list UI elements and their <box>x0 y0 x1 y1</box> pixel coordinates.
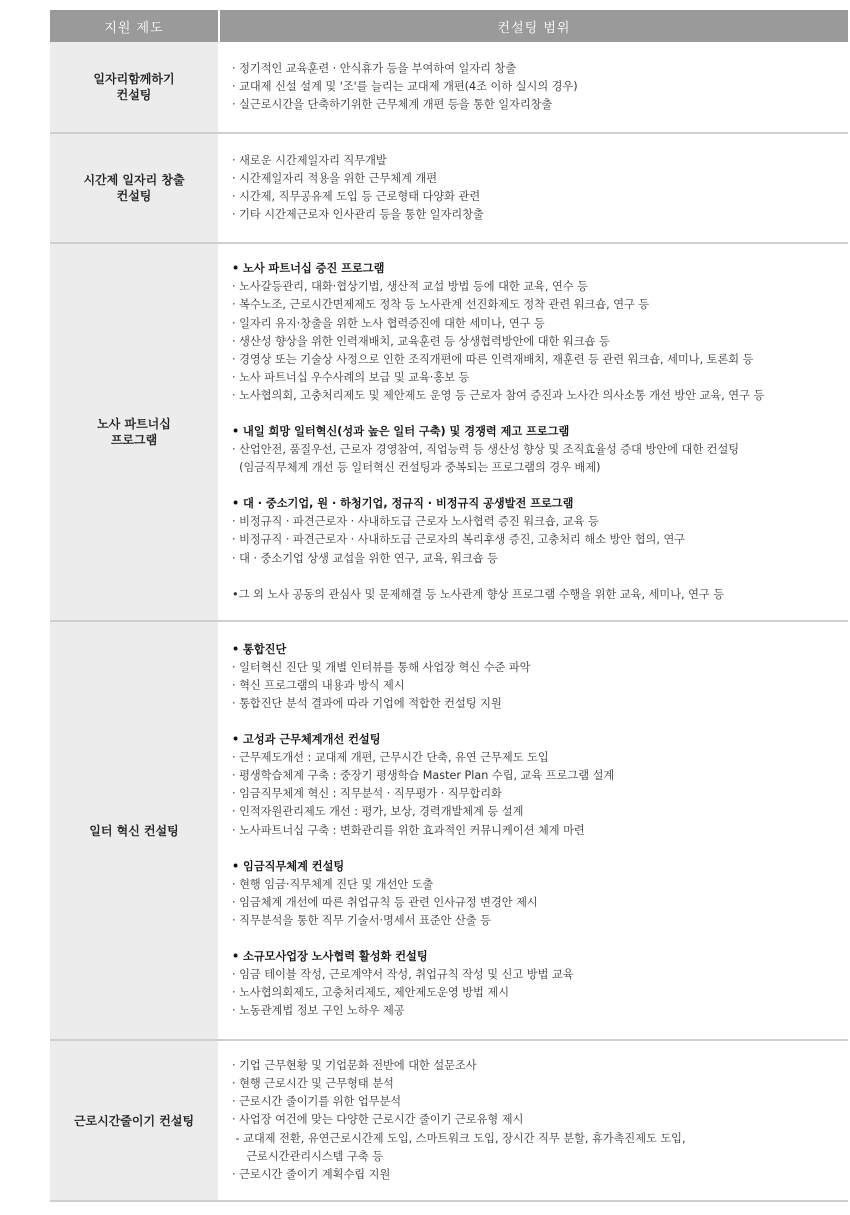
scope-item: · 임금직무체계 혁신 : 직무분석 · 직무평가 · 직무합리화 <box>232 787 502 801</box>
support-system-name: 일터 혁신 컨설팅 <box>50 621 219 1040</box>
scope-item: · 직무분석을 통한 직무 기술서·명세서 표준안 산출 등 <box>232 913 491 927</box>
support-system-name: 노사 파트너십 프로그램 <box>50 243 219 621</box>
scope-item: · 노사 파트너십 우수사례의 보급 및 교육·홍보 등 <box>232 370 470 384</box>
scope-item: · 임금 테이블 작성, 근로계약서 작성, 취업규칙 작성 및 신고 방법 교육 <box>232 968 574 982</box>
table-row <box>50 621 848 1040</box>
scope-item: · 노동관계법 정보 구인 노하우 제공 <box>232 1004 405 1018</box>
scope-group-title: • 내일 희망 일터혁신(성과 높은 일터 구축) 및 경쟁력 제고 프로그램 <box>232 425 570 438</box>
scope-item: · 노사갈등관리, 대화·협상기법, 생산적 교섭 방법 등에 대한 교육, 연수 등 <box>232 280 588 294</box>
scope-item: · 임금체계 개선에 따른 취업규칙 등 관련 인사규정 변경안 제시 <box>232 895 538 909</box>
scope-item: · 기타 시간제근로자 인사관리 등을 통한 일자리창출 <box>232 208 484 222</box>
scope-item: •그 외 노사 공동의 관심사 및 문제해결 등 노사관계 향상 프로그램 수행을 위한 교육, 세미나, 연구 등 <box>232 587 725 601</box>
scope-item: - 교대제 전환, 유연근로시간제 도입, 스마트워크 도입, 장시간 직무 분할, 휴가촉진제도 도입, <box>232 1131 686 1145</box>
scope-item: · 비정규직 · 파견근로자 · 사내하도급 근로자의 복리후생 증진, 고충처리 해소 방안 협의, 연구 <box>232 533 686 547</box>
support-system-name: 근로시간줄이기 컨설팅 <box>50 1040 219 1201</box>
scope-item: · 시간제, 직무공유제 도입 등 근로형태 다양화 관련 <box>232 190 481 203</box>
scope-item: · 실근로시간을 단축하기위한 근무체계 개편 등을 통한 일자리창출 <box>232 98 553 112</box>
scope-item: · 근무제도개선 : 교대제 개편, 근무시간 단축, 유연 근무제도 도입 <box>232 751 549 765</box>
scope-item: · 현행 임금·직무체계 진단 및 개선안 도출 <box>232 877 434 891</box>
scope-group-title: • 고성과 근무체계개선 컨설팅 <box>232 733 381 747</box>
scope-item: · 대 · 중소기업 상생 교섭을 위한 연구, 교육, 워크숍 등 <box>232 551 498 565</box>
scope-item: · 일터혁신 진단 및 개별 인터뷰를 통해 사업장 혁신 수준 파악 <box>232 660 531 674</box>
scope-item: · 노사협의회, 고충처리제도 및 제안제도 운영 등 근로자 참여 증진과 노사간 의사소통 개선 방안 교육, 연구 등 <box>232 388 765 402</box>
scope-item: · 근로시간 줄이기를 위한 업무분석 <box>232 1095 402 1109</box>
scope-item: · 경영상 또는 기술상 사정으로 인한 조직개편에 따른 인력재배치, 재훈련 등 관련 워크숍, 세미나, 토론회 등 <box>232 352 754 366</box>
consulting-scope-cell <box>219 243 848 621</box>
consulting-scope-cell <box>219 133 848 243</box>
group-spacer <box>232 930 848 948</box>
table-row <box>50 243 848 621</box>
table-body <box>50 42 848 1201</box>
support-system-name: 시간제 일자리 창출 컨설팅 <box>50 133 219 243</box>
scope-item: · 혁신 프로그램의 내용과 방식 제시 <box>232 678 405 692</box>
scope-item: 근로시간관리시스템 구축 등 <box>232 1149 384 1163</box>
scope-item: · 새로운 시간제일자리 직무개발 <box>232 153 387 167</box>
scope-item: · 노사파트너십 구축 : 변화관리를 위한 효과적인 커뮤니케이션 체계 마련 <box>232 823 585 837</box>
support-system-name: 일자리함께하기 컨설팅 <box>50 42 219 133</box>
table-header-row <box>50 10 848 42</box>
scope-item: · 비정규직 · 파견근로자 · 사내하도급 근로자 노사협력 증진 워크숍, 교육 등 <box>232 515 599 529</box>
group-spacer <box>232 713 848 731</box>
scope-item: · 시간제일자리 적용을 위한 근무체계 개편 <box>232 171 438 185</box>
scope-group-title: • 통합진단 <box>232 642 287 656</box>
scope-group-title: • 노사 파트너십 증진 프로그램 <box>232 262 385 276</box>
header-consulting-scope: 컨설팅 범위 <box>219 10 848 42</box>
scope-item: · 교대제 신설 설계 및 '조'를 늘리는 교대제 개편(4조 이하 실시의 경우) <box>232 79 578 93</box>
scope-item: · 노사협의회제도, 고충처리제도, 제안제도운영 방법 제시 <box>232 986 510 1000</box>
group-spacer <box>232 405 848 423</box>
scope-group-title: • 소규모사업장 노사협력 활성화 컨설팅 <box>232 949 428 963</box>
group-spacer <box>232 477 848 495</box>
consulting-scope-cell <box>219 42 848 133</box>
scope-item: · 복수노조, 근로시간면제제도 정착 등 노사관계 선진화제도 정착 관련 워크숍, 연구 등 <box>232 298 650 312</box>
scope-item: · 평생학습체계 구축 : 중장기 평생학습 Master Plan 수립, 교육 프로그램 설계 <box>232 769 615 783</box>
table-row <box>50 42 848 133</box>
scope-group-title: • 대 · 중소기업, 원 · 하청기업, 정규직 · 비정규직 공생발전 프로그램 <box>232 497 574 511</box>
scope-item: · 사업장 여건에 맞는 다양한 근로시간 줄이기 근로유형 제시 <box>232 1113 524 1127</box>
scope-item: · 산업안전, 품질우선, 근로자 경영참여, 직업능력 등 생산성 향상 및 조직효율성 증대 방안에 대한 컨설팅 <box>232 443 740 457</box>
scope-item: · 현행 근로시간 및 근무형태 분석 <box>232 1077 394 1091</box>
scope-item: · 통합진단 분석 결과에 따라 기업에 적합한 컨설팅 지원 <box>232 696 502 710</box>
support-table <box>50 10 848 1202</box>
scope-item: · 생산성 향상을 위한 인력재배치, 교육훈련 등 상생협력방안에 대한 워크숍 등 <box>232 334 610 348</box>
consulting-scope-cell <box>219 1040 848 1201</box>
scope-item: · 인적자원관리제도 개선 : 평가, 보상, 경력개발체계 등 설계 <box>232 805 524 819</box>
group-spacer <box>232 840 848 858</box>
scope-item: · 근로시간 줄이기 계획수립 지원 <box>232 1167 391 1181</box>
table-row <box>50 1040 848 1201</box>
group-spacer <box>232 568 848 586</box>
header-support-system: 지원 제도 <box>50 10 219 42</box>
scope-group-title: • 임금직무체계 컨설팅 <box>232 859 345 873</box>
scope-item: · 정기적인 교육훈련 · 안식휴가 등을 부여하여 일자리 창출 <box>232 61 517 75</box>
scope-item: · 일자리 유지·창출을 위한 노사 협력증진에 대한 세미나, 연구 등 <box>232 316 545 330</box>
scope-item: · 기업 근무현황 및 기업문화 전반에 대한 설문조사 <box>232 1059 477 1073</box>
scope-item: (임금직무체계 개선 등 일터혁신 컨설팅과 중복되는 프로그램의 경우 배제) <box>232 461 601 475</box>
consulting-scope-cell <box>219 621 848 1040</box>
table-row <box>50 133 848 243</box>
